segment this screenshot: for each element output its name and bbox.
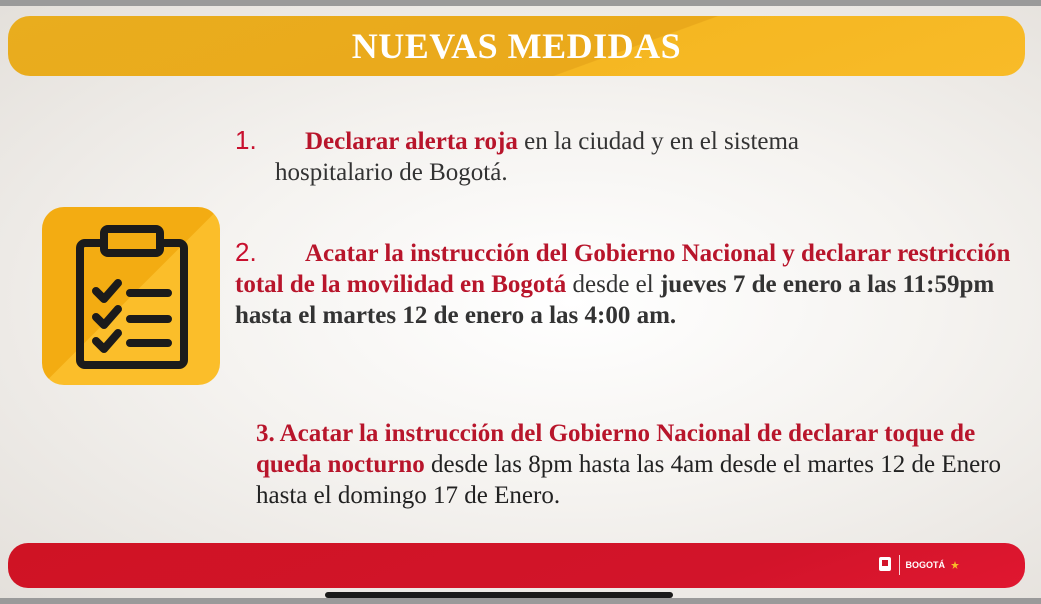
logo-divider (899, 555, 900, 575)
item-number: 1. (235, 125, 257, 155)
home-indicator[interactable] (325, 592, 673, 598)
item-dates: jueves 7 de enero a las 11:59pm hasta el martes 12 de enero a las 4:00 am. (235, 271, 995, 329)
footer-bar (8, 543, 1025, 588)
item-highlight: Acatar la instrucción del Gobierno Nacional y declarar restricción total de la movilidad en Bogotá (235, 240, 1011, 298)
measure-item-3 (256, 418, 1036, 511)
item-text: desde las 8pm hasta las 4am desde el martes 12 de Enero hasta el domingo 17 de Enero. (256, 451, 1002, 509)
title-bar (8, 16, 1025, 76)
logo-text: BOGOTÁ (905, 560, 945, 570)
item-text: en la ciudad y en el sistema (517, 128, 800, 155)
measure-item-1 (235, 125, 935, 188)
star-icon (951, 561, 959, 569)
checklist-clipboard-icon (42, 207, 220, 385)
bogota-city-seal-icon (877, 555, 893, 575)
item-highlight: Declarar alerta roja (305, 128, 518, 155)
item-text-continued: hospitalario de Bogotá. (275, 159, 508, 186)
item-text: desde el (566, 271, 660, 298)
measure-item-2 (235, 237, 1025, 331)
footer-logo (877, 555, 960, 575)
slide-title: NUEVAS MEDIDAS (351, 26, 682, 66)
slide (0, 6, 1041, 598)
item-number: 2. (235, 237, 257, 267)
item-highlight: 3. Acatar la instrucción del Gobierno Nacional de declarar toque de queda nocturno (256, 420, 976, 478)
checklist-tile (42, 207, 220, 385)
